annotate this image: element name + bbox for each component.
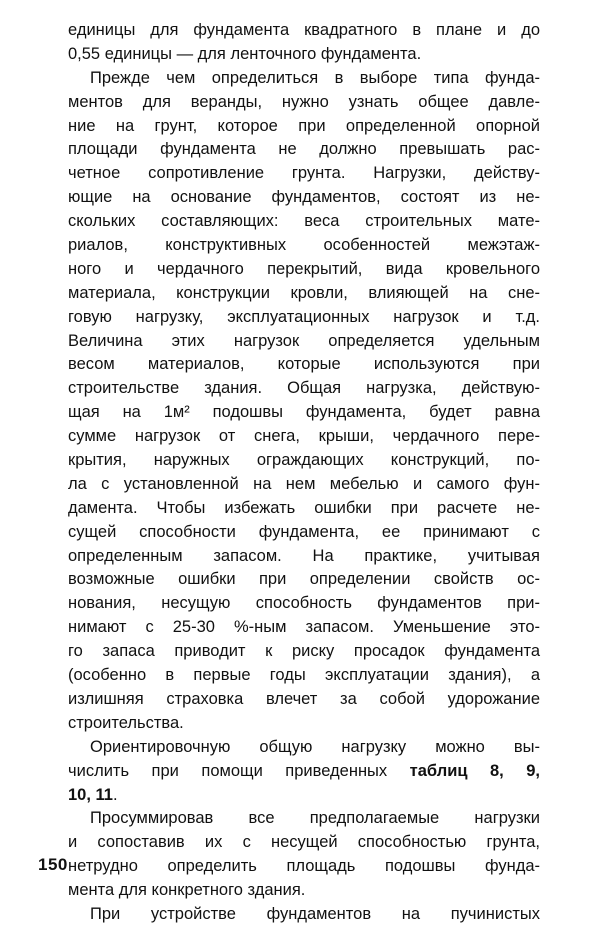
text-line: единицы для фундамента квадратного в плане и до — [68, 21, 540, 39]
text-line: (особенно в первые годы эксплуатации здания), а — [68, 666, 540, 685]
text-line: дамента. Чтобы избежать ошибки при расчете не- — [68, 498, 540, 517]
text-line-with-bold — [68, 760, 540, 784]
text-line: ного и чердачного перекрытий, вида кровельного — [68, 259, 540, 278]
text-line: сущей способности фундамента, ее принимают с — [68, 522, 540, 541]
text-line: Прежде чем определиться в выборе типа фунда- — [90, 68, 540, 87]
text-line: скольких составляющих: веса строительных мате- — [68, 212, 540, 231]
table-reference: таблиц 8, 9, — [409, 761, 540, 780]
text-line: Величина этих нагрузок определяется удельным — [68, 331, 540, 350]
text-line: го запаса приводит к риску просадок фундамента — [68, 642, 540, 661]
page-number: 150 — [38, 855, 68, 874]
text-line-with-bold — [68, 784, 540, 808]
text-line: нимают с 25-30 %-ным запасом. Уменьшение это- — [68, 618, 540, 637]
table-reference: 10, 11 — [68, 785, 113, 804]
text-line: площади фундамента не должно превышать рас- — [68, 140, 540, 159]
text-line: строительства. — [68, 713, 184, 732]
text-line: строительстве здания. Общая нагрузка, действую- — [68, 379, 540, 398]
text-line: и сопоставив их с несущей способностью грунта, — [68, 833, 540, 852]
text-line: излишняя страховка влечет за собой удорожание — [68, 689, 540, 708]
paragraph-3 — [68, 736, 540, 808]
text-line: Ориентировочную общую нагрузку можно вы- — [90, 737, 540, 756]
text-line: сумме нагрузок от снега, крыши, чердачного пере- — [68, 427, 540, 446]
text-line: 0,55 единицы — для ленточного фундамента. — [68, 44, 422, 63]
text-line: крытия, наружных ограждающих конструкций, по- — [68, 451, 540, 470]
text-line: ла с установленной на нем мебелью и самого фун- — [68, 474, 540, 493]
text-line: ние на грунт, которое при определенной опорной — [68, 116, 540, 135]
text-line: нования, несущую способность фундаментов при- — [68, 594, 540, 613]
paragraph-1 — [68, 19, 540, 67]
document-page — [68, 19, 540, 927]
paragraph-5 — [68, 903, 540, 927]
text-line: четное сопротивление грунта. Нагрузки, действу- — [68, 164, 540, 183]
paragraph-4 — [68, 807, 540, 903]
text-line: Просуммировав все предполагаемые нагрузки — [90, 809, 540, 828]
paragraph-2 — [68, 67, 540, 736]
text-line: материала, конструкции кровли, влияющей на сне- — [68, 283, 540, 302]
text-line: весом материалов, которые используются при — [68, 355, 540, 374]
text-line: При устройстве фундаментов на пучинистых — [90, 904, 540, 923]
text-line: щая на 1м² подошвы фундамента, будет равна — [68, 403, 540, 422]
text-line: говую нагрузку, эксплуатационных нагрузок и т.д. — [68, 307, 540, 326]
text-line: мента для конкретного здания. — [68, 881, 306, 900]
text-fragment: . — [112, 785, 118, 804]
text-line: нетрудно определить площадь подошвы фунда- — [68, 857, 540, 876]
text-line: определенным запасом. На практике, учитывая — [68, 546, 540, 565]
text-fragment: числить при помощи приведенных — [68, 761, 410, 780]
text-line: возможные ошибки при определении свойств ос- — [68, 570, 540, 589]
text-line: риалов, конструктивных особенностей межэтаж- — [68, 236, 540, 255]
text-line: ющие на основание фундаментов, состоят из не- — [68, 188, 540, 207]
text-line: ментов для веранды, нужно узнать общее давле- — [68, 92, 540, 111]
